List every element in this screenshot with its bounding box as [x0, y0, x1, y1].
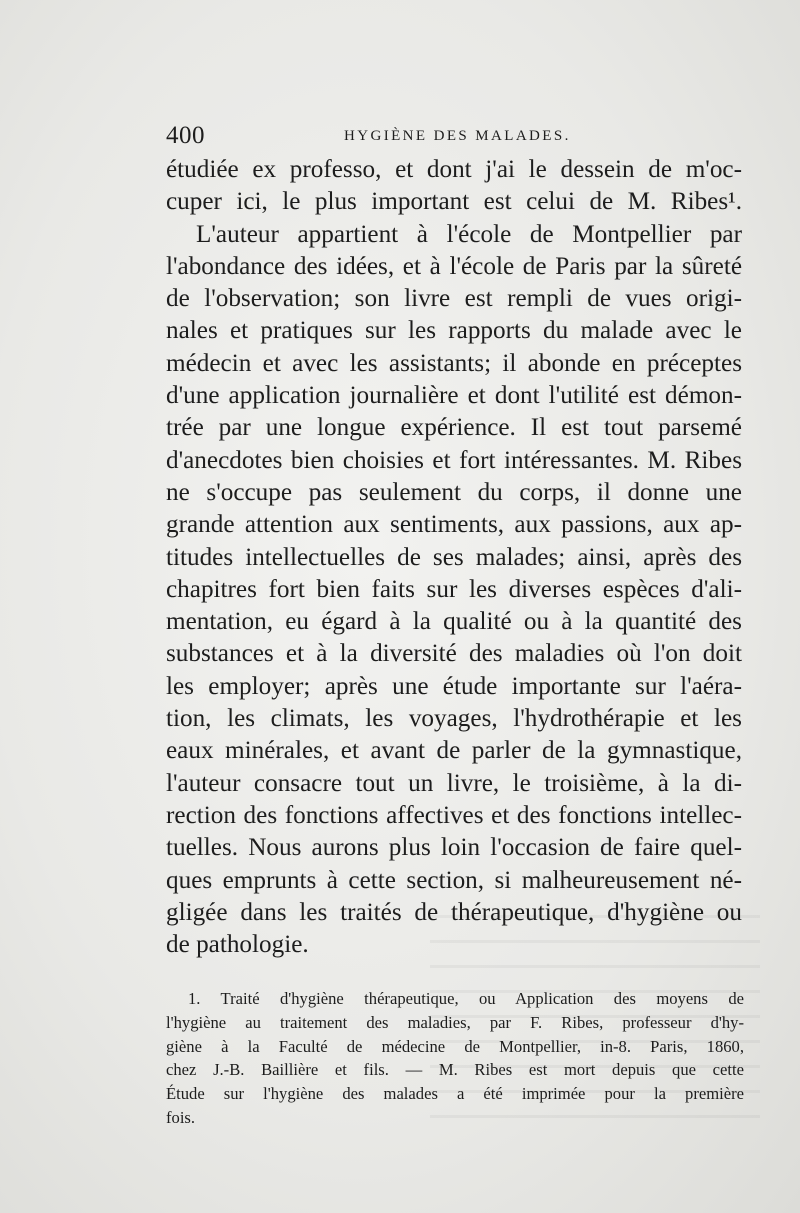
text-line: L'auteur appartient à l'école de Montpellier par: [196, 220, 742, 248]
footnote-line: Étude sur l'hygiène des malades a été imprimée pour la première: [166, 1084, 744, 1104]
text-line: de l'observation; son livre est rempli de vues origi-: [166, 285, 742, 313]
text-line: grande attention aux sentiments, aux passions, aux ap-: [166, 511, 742, 539]
footnote-line: giène à la Faculté de médecine de Montpellier, in-8. Paris, 1860,: [166, 1036, 744, 1056]
footnote: [166, 987, 744, 1130]
text-line: médecin et avec les assistants; il abonde en préceptes: [166, 349, 742, 377]
text-line: d'une application journalière et dont l'utilité est démon-: [166, 382, 742, 410]
footnote-line: 1. Traité d'hygiène thérapeutique, ou Application des moyens de: [188, 989, 744, 1008]
text-line: étudiée ex professo, et dont j'ai le dessein de m'oc-: [166, 156, 742, 183]
text-line: mentation, eu égard à la qualité ou à la quantité des: [166, 608, 742, 636]
running-title: HYGIÈNE DES MALADES.: [344, 128, 571, 144]
text-line: ne s'occupe pas seulement du corps, il donne une: [166, 478, 742, 506]
text-line: d'anecdotes bien choisies et fort intéressantes. M. Ribes: [166, 446, 742, 474]
page-header: [166, 122, 740, 152]
page-number: 400: [166, 122, 205, 149]
body-text: [166, 154, 742, 961]
text-line: gligée dans les traités de thérapeutique, d'hygiène ou: [166, 898, 742, 926]
text-line: titudes intellectuelles de ses malades; ainsi, après des: [166, 543, 742, 571]
text-line: les employer; après une étude importante sur l'aéra-: [166, 672, 742, 700]
text-line: l'auteur consacre tout un livre, le troisième, à la di-: [166, 769, 742, 797]
text-line: cuper ici, le plus important est celui de M. Ribes¹.: [166, 188, 742, 216]
footnote-line: l'hygiène au traitement des maladies, par F. Ribes, professeur d'hy-: [166, 1012, 744, 1032]
text-line: rection des fonctions affectives et des fonctions intellec-: [166, 801, 742, 829]
text-line: tuelles. Nous aurons plus loin l'occasion de faire quel-: [166, 834, 742, 862]
text-line: nales et pratiques sur les rapports du malade avec le: [166, 317, 742, 345]
text-line: de pathologie.: [166, 931, 309, 959]
text-line: eaux minérales, et avant de parler de la gymnastique,: [166, 737, 742, 765]
text-line: trée par une longue expérience. Il est tout parsemé: [166, 414, 742, 442]
footnote-line: chez J.-B. Baillière et fils. — M. Ribes est mort depuis que cette: [166, 1060, 744, 1080]
text-line: l'abondance des idées, et à l'école de Paris par la sûreté: [166, 252, 742, 280]
text-line: ques emprunts à cette section, si malheureusement né-: [166, 866, 742, 894]
text-line: chapitres fort bien faits sur les diverses espèces d'ali-: [166, 575, 742, 603]
footnote-line: fois.: [166, 1107, 196, 1127]
text-line: substances et à la diversité des maladies où l'on doit: [166, 640, 742, 668]
text-line: tion, les climats, les voyages, l'hydrothérapie et les: [166, 705, 742, 733]
